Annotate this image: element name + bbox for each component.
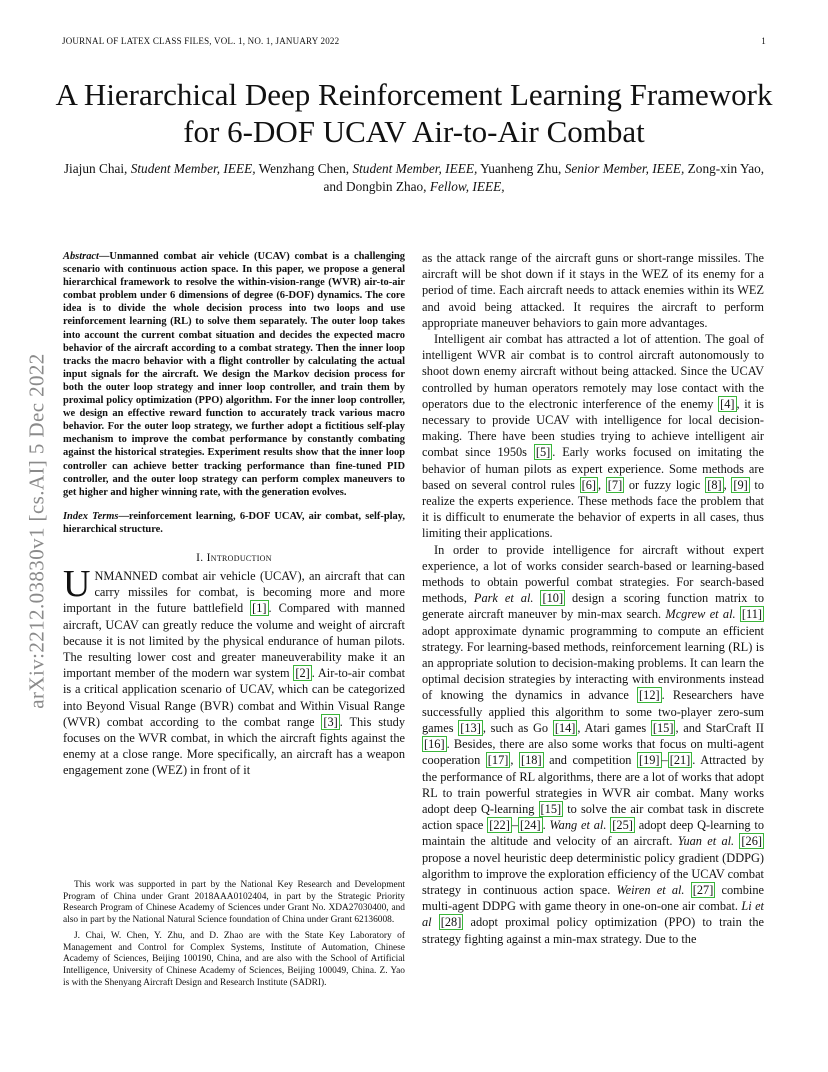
citation-link[interactable]: [14] <box>554 720 576 735</box>
author-name: Dongbin Zhao, <box>345 179 427 194</box>
author-name: Zong-xin Yao, and <box>323 161 765 194</box>
text-run: . Attracted by the performance of RL algorithms, there are a lot of works that adopt RL to train powerful strategies in WVR air combat. Many works adopt deep Q-learning <box>422 753 765 816</box>
abstract-text: —Unmanned combat air vehicle (UCAV) combat is a challenging scenario with continuous action space. In this paper, we propose a general hierarchical framework to resolve the within-vision-range (WVR) air-to-air combat problem under 6 dimensions of degree (6-DOF) dynamics. The core idea is to divide the whole decision process into two loops and use reinforcement learning (RL) to solve them separately. The outer loop takes into account the current combat situation and decides the expected macro behavior of the aircraft according to a combat strategy. Then the inner loop tracks the macro behavior with a flight controller by calculating the actual input signals for the aircraft. We design the Markov decision process for both the outer loop strategy and inner loop controller, and train them by proximal policy optimization (PPO) algorithm. For the inner loop controller, we design an effective reward function to accurately track various macro behavior. For the outer loop strategy, we further adopt a fictitious self-play mechanism to improve the combat performance by constantly combating against the historical strategies. Experiment results show that the inner loop controller can achieve better tracking performance than fine-tuned PID controller, and the outer loop strategy can perform complex maneuvers to get higher and higher winning rate, with the generation evolves. <box>63 251 405 498</box>
citation-link[interactable]: [15] <box>652 720 674 735</box>
section-heading: I. Introduction <box>196 551 272 564</box>
citation-link[interactable]: [17] <box>487 753 509 768</box>
author-list <box>60 160 768 196</box>
text-run: Intelligent air combat has attracted a lot of attention. The goal of intelligent WVR air combat is to control aircraft autonomously to shoot down enemy aircraft without being attacked. Since the UCAV controlled by human operators remotely may lose contact with the operators due to the electronic interference of the enemy <box>422 332 764 411</box>
text-run: , it is necessary to provide UCAV with intelligence for local decision-making. There have been studies trying to achieve intelligent air combat since 1950s <box>422 396 764 460</box>
index-terms-lead: Index Terms <box>63 510 119 522</box>
author-reference: Mcgrew et al. <box>665 607 736 622</box>
text-run: , such as Go <box>482 720 553 735</box>
text-run: design a scoring function matrix to generate aircraft maneuver by min-max search. <box>422 591 764 622</box>
body-paragraph <box>422 331 764 542</box>
text-run: In order to provide intelligence for aircraft without expert experience, a lot of works consider search-based or learning-based methods to obtain powerful combat strategies. For search-based methods, <box>422 542 764 606</box>
text-run: , and StarCraft II <box>675 720 764 735</box>
citation-link[interactable]: [24] <box>520 818 541 833</box>
text-run: adopt proximal policy optimization (PPO) to train the strategy fighting against a min-max strategy. Due to the <box>422 915 764 946</box>
citation-link[interactable]: [25] <box>612 818 633 833</box>
text-run: , Atari games <box>577 720 651 735</box>
text-run: . This study focuses on the WVR combat, in which the aircraft fights against the enemy at a close range. More specifically, an aircraft has a weapon engagement zone (WEZ) in front of it <box>63 714 405 778</box>
author-role: Student Member, IEEE, <box>352 161 478 176</box>
intro-paragraph <box>63 562 405 779</box>
left-column <box>63 250 405 779</box>
author-reference: Weiren et al. <box>616 882 685 897</box>
abstract-lead: Abstract <box>63 251 99 262</box>
affiliation-footnote: J. Chai, W. Chen, Y. Zhu, and D. Zhao are with the State Key Laboratory of Management and Control for Complex Systems, Institute of Automation, Chinese Academy of Sciences, Beijing 100190, China, and are also with the School of Artificial Intelligence, University of Chinese Academy of Sciences, Beijing 100049, China. Z. Yao is with the Shenyang Aircraft Design and Research Institute (SADRI). <box>63 930 405 988</box>
text-run: to realize the experts experience. These methods face the problem that it is difficult to enumerate the behavior of experts in all cases, thus limiting their applications. <box>422 477 765 541</box>
text-run: , <box>510 753 519 768</box>
author-role: Student Member, IEEE, <box>130 161 256 176</box>
text-run: . Besides, there are also some works that focus on multi-agent cooperation <box>422 737 764 768</box>
text-run: , <box>723 477 732 492</box>
citation-link[interactable]: [8] <box>707 477 722 492</box>
text-run: or fuzzy logic <box>624 477 706 492</box>
citation-link[interactable]: [16] <box>424 737 445 752</box>
text-run: – <box>661 753 668 768</box>
author-reference: Li et al <box>422 899 764 930</box>
text-run: and competition <box>543 753 637 768</box>
citation-link[interactable]: [19] <box>638 753 660 768</box>
arxiv-identifier-text: arXiv:2212.03830v1 [cs.AI] 5 Dec 2022 <box>24 353 49 709</box>
citation-link[interactable]: [18] <box>521 753 542 768</box>
abstract <box>63 250 405 499</box>
author-reference: Park et al. <box>473 591 534 606</box>
citation-link[interactable]: [4] <box>720 396 735 411</box>
text-run: adopt deep Q-learning to maintain the altitude and velocity of an aircraft. <box>422 818 764 849</box>
citation-link[interactable]: [27] <box>692 882 714 897</box>
citation-link[interactable]: [28] <box>440 915 462 930</box>
journal-name: JOURNAL OF LATEX CLASS FILES, VOL. 1, NO. 1, JANUARY 2022 <box>62 36 340 46</box>
citation-link[interactable]: [6] <box>581 477 597 492</box>
index-terms <box>63 510 405 536</box>
citation-link[interactable]: [13] <box>460 720 481 735</box>
dropcap-letter: U <box>63 562 91 605</box>
text-run: to solve the air combat task in discrete action space <box>422 801 764 833</box>
page-number: 1 <box>761 36 766 46</box>
citation-link[interactable]: [7] <box>607 477 623 492</box>
text-run: adopt approximate dynamic programming to compute an efficient strategy. For learning-based methods, reinforcement learning (RL) is an appropriate solution to decision-making problems. It can learn the optimal decision strategies by interacting with environments instead of knowing the dynamics in advance <box>422 623 764 703</box>
author-name: Yuanheng Zhu, <box>480 161 562 176</box>
citation-link[interactable]: [5] <box>535 445 551 460</box>
author-name: Wenzhang Chen, <box>258 161 350 176</box>
citation-link[interactable]: [26] <box>741 834 762 849</box>
citation-link[interactable]: [9] <box>733 477 748 492</box>
body-paragraph <box>422 542 764 947</box>
right-column <box>422 250 764 947</box>
text-run: combat air vehicle (UCAV), an aircraft that can carry missiles for combat, is becoming more and more important in the future battlefield <box>63 568 405 616</box>
body-paragraph: as the attack range of the aircraft guns or short-range missiles. The aircraft will be shot down if it stays in the WEZ of its enemy for a period of time. Each aircraft needs to attack enemies within its WEZ and avoid being attacked. It requires the aircraft to perform appropriate maneuver behaviors to gain more advantages. <box>422 251 764 330</box>
first-word: NMANNED <box>94 568 158 583</box>
index-terms-text: —reinforcement learning, 6-DOF UCAV, air combat, self-play, hierarchical structure. <box>63 510 406 535</box>
running-header <box>62 36 766 46</box>
text-run: – <box>511 818 518 833</box>
arxiv-identifier <box>22 296 52 766</box>
author-reference: Yuan et al. <box>677 834 735 849</box>
author-role: Senior Member, IEEE, <box>564 161 685 176</box>
text-run: . Researchers have successfully applied this algorithm to some two-player zero-sum games <box>422 688 764 735</box>
citation-link[interactable]: [22] <box>489 818 510 833</box>
author-name: Jiajun Chai, <box>63 161 128 176</box>
author-role: Fellow, IEEE, <box>429 179 505 194</box>
text-run: . Air-to-air combat is a critical application scenario of UCAV, which can be categorized into Beyond Visual Range (BVR) combat and Within Visual Range (WVR) combat according to the combat range <box>63 666 405 729</box>
paper-title: A Hierarchical Deep Reinforcement Learning Framework for 6-DOF UCAV Air-to-Air Combat <box>55 77 773 149</box>
text-run: . Compared with manned aircraft, UCAV can greatly reduce the volume and weight of aircraft because it is not limited by the physical endurance of human pilots. The resulting lower cost and greater maneuverability make it an important member of the modern war system <box>63 601 405 681</box>
text-run: . <box>542 818 550 833</box>
text-run: propose a novel heuristic deep deterministic policy gradient (DDPG) algorithm to improve the exploration efficiency of the UCAV combat strategy in continuous action space. <box>422 850 764 897</box>
citation-link[interactable]: [10] <box>542 591 564 606</box>
citation-link[interactable]: [11] <box>741 607 763 622</box>
citation-link[interactable]: [1] <box>252 601 267 616</box>
text-run: . Early works focused on imitating the behavior of human pilots as expert experience. Some methods are based on several control rules <box>422 445 765 492</box>
funding-footnote: This work was supported in part by the National Key Research and Development Program of China under Grant 2018AAA0102404, in part by the Strategic Priority Research Program of Chinese Academy of Sciences under Grant No. XDA27030400, and also in part by the National Natural Science foundation of China under Grant 62136008. <box>63 880 405 926</box>
citation-link[interactable]: [3] <box>323 714 338 729</box>
author-reference: Wang et al. <box>549 818 607 833</box>
text-run: combine multi-agent DDPG with game theory in one-on-one air combat. <box>422 882 765 914</box>
footnotes <box>63 880 405 989</box>
citation-link[interactable]: [15] <box>540 801 562 816</box>
citation-link[interactable]: [12] <box>639 688 660 703</box>
text-run: , <box>598 477 606 492</box>
citation-link[interactable]: [2] <box>295 666 310 681</box>
citation-link[interactable]: [21] <box>669 753 691 768</box>
